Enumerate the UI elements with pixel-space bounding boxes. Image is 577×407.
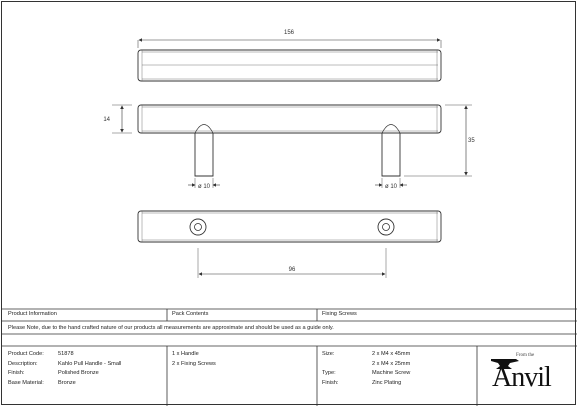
finish-value: Polished Bronze	[58, 370, 99, 376]
leg-diameter-left-label: ø 10	[197, 184, 211, 190]
product-code-value: 51878	[58, 351, 74, 357]
pack-item: 1 x Handle	[172, 351, 199, 357]
description-label: Description:	[8, 360, 38, 367]
technical-drawing-sheet	[1, 1, 576, 405]
screw-values	[372, 350, 410, 388]
base-material-label: Base Material:	[8, 379, 44, 386]
fixing-screws-header: Fixing Screws	[322, 311, 357, 317]
centres-label: 96	[288, 267, 296, 273]
pack-contents-list	[172, 350, 216, 369]
pack-contents-header: Pack Contents	[172, 311, 209, 317]
leg-diameter-right-label: ø 10	[384, 184, 398, 190]
product-labels	[8, 350, 44, 388]
finish-label: Finish:	[8, 370, 25, 376]
overall-length-label: 156	[283, 30, 295, 36]
projection-label: 35	[468, 138, 475, 144]
screw-size-value-2: 2 x M4 x 25mm	[372, 360, 411, 367]
product-code-label: Product Code:	[8, 351, 44, 357]
top-view	[138, 40, 441, 81]
anvil-logo	[486, 350, 570, 394]
product-values	[58, 350, 121, 388]
side-view	[112, 105, 472, 188]
screw-type-label: Type:	[322, 370, 336, 376]
measurement-note: Please Note, due to the hand crafted nature of our products all measurements are approximate and should be used as a guide only.	[8, 325, 334, 331]
handle-drawing	[2, 2, 577, 406]
logo-brand: Anvil	[492, 362, 551, 393]
description-value: Kahlo Pull Handle - Small	[58, 360, 122, 367]
screw-finish-label: Finish:	[322, 379, 339, 386]
logo-tagline: From the	[516, 353, 535, 358]
screw-labels	[322, 350, 338, 388]
screw-size-label: Size:	[322, 351, 335, 357]
product-info-header: Product Information	[8, 311, 57, 317]
pack-item: 2 x Fixing Screws	[172, 360, 216, 367]
base-material-value: Bronze	[58, 379, 76, 386]
screw-type-value: Machine Screw	[372, 370, 411, 376]
screw-finish-value: Zinc Plating	[372, 379, 402, 386]
screw-size-value: 2 x M4 x 45mm	[372, 351, 411, 357]
bar-height-label: 14	[103, 117, 110, 123]
